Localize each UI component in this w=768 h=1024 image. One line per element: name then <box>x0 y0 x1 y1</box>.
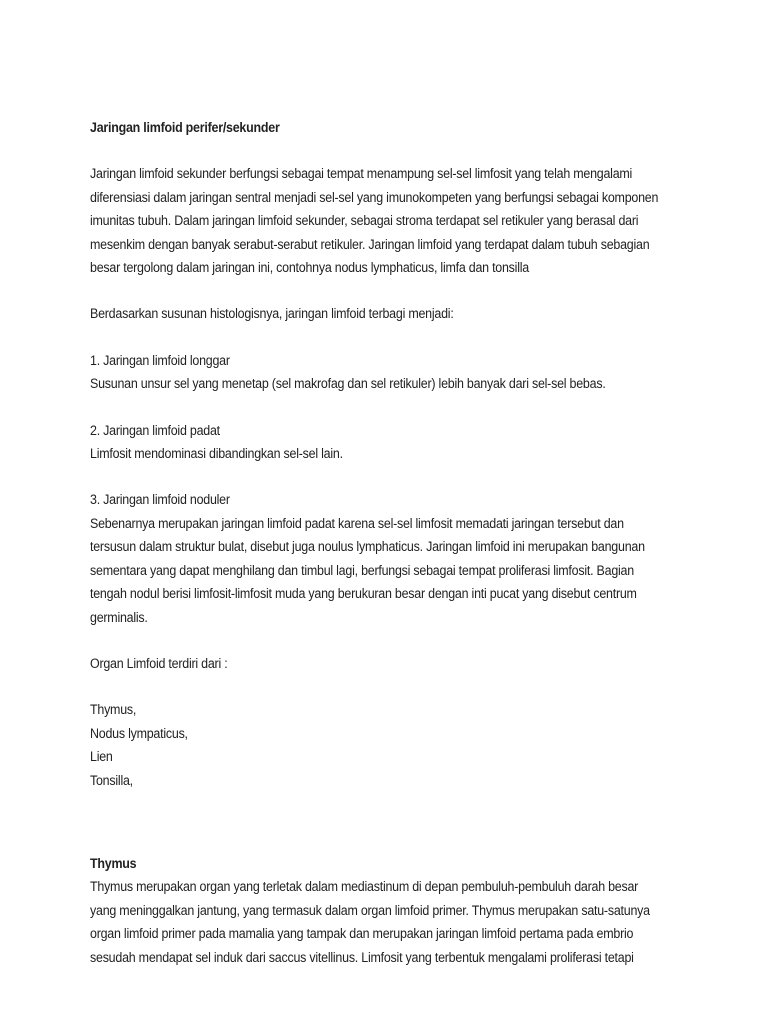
paragraph-line: besar tergolong dalam jaringan ini, contohnya nodus lymphaticus, limfa dan tonsilla <box>90 260 529 276</box>
type-description: Sebenarnya merupakan jaringan limfoid padat karena sel-sel limfosit memadati jaringan tersebut dan <box>90 515 624 531</box>
section-paragraph-thymus <box>90 875 690 969</box>
paragraph-line: yang meninggalkan jantung, yang termasuk dalam organ limfoid primer. Thymus merupakan satu-satunya <box>90 902 650 918</box>
organ-item: Tonsilla, <box>90 772 133 788</box>
histology-intro: Berdasarkan susunan histologisnya, jaringan limfoid terbagi menjadi: <box>90 306 454 322</box>
paragraph-line: organ limfoid primer pada mamalia yang tampak dan merupakan jaringan limfoid pertama pada embrio <box>90 926 634 942</box>
paragraph-line: Jaringan limfoid sekunder berfungsi sebagai tempat menampung sel-sel limfosit yang telah mengalami <box>90 166 633 182</box>
type-description: tersusun dalam struktur bulat, disebut juga noulus lymphaticus. Jaringan limfoid ini merupakan bangunan <box>90 539 645 555</box>
type-description: tengah nodul berisi limfosit-limfosit muda yang berukuran besar dengan inti pucat yang disebut centrum <box>90 586 637 602</box>
section-title-lymphoid-secondary: Jaringan limfoid perifer/sekunder <box>90 120 280 135</box>
paragraph-line: sesudah mendapat sel induk dari saccus vitellinus. Limfosit yang terbentuk mengalami proliferasi tetapi <box>90 949 634 965</box>
organ-item: Nodus lympaticus, <box>90 725 188 741</box>
organ-item: Lien <box>90 749 113 765</box>
type-title: 3. Jaringan limfoid noduler <box>90 492 230 508</box>
type-description: Susunan unsur sel yang menetap (sel makrofag dan sel retikuler) lebih banyak dari sel-sel bebas. <box>90 376 606 392</box>
organ-item: Thymus, <box>90 702 137 718</box>
type-title: 2. Jaringan limfoid padat <box>90 422 220 438</box>
type-description: sementara yang dapat menghilang dan timbul lagi, berfungsi sebagai tempat proliferasi limfosit. Bagian <box>90 562 634 578</box>
section-title-thymus: Thymus <box>90 855 137 871</box>
type-description: germinalis. <box>90 609 148 625</box>
type-item-nodular <box>90 488 690 628</box>
document-content <box>90 116 690 992</box>
paragraph-line: imunitas tubuh. Dalam jaringan limfoid sekunder, sebagai stroma terdapat sel retikuler yang berasal dari <box>90 213 639 229</box>
type-title: 1. Jaringan limfoid longgar <box>90 352 230 368</box>
type-description: Limfosit mendominasi dibandingkan sel-sel lain. <box>90 446 343 462</box>
paragraph-line: mesenkim dengan banyak serabut-serabut retikuler. Jaringan limfoid yang terdapat dalam tubuh sebagian <box>90 236 650 252</box>
paragraph-line: diferensiasi dalam jaringan sentral menjadi sel-sel yang imunokompeten yang berfungsi sebagai komponen <box>90 189 659 205</box>
section-paragraph-lymphoid-secondary <box>90 162 690 279</box>
type-item-loose <box>90 349 690 396</box>
type-item-dense <box>90 419 690 466</box>
spacer <box>90 792 690 852</box>
organ-intro: Organ Limfoid terdiri dari : <box>90 655 228 671</box>
organ-list <box>90 698 690 792</box>
paragraph-line: Thymus merupakan organ yang terletak dalam mediastinum di depan pembuluh-pembuluh darah besar <box>90 879 639 895</box>
